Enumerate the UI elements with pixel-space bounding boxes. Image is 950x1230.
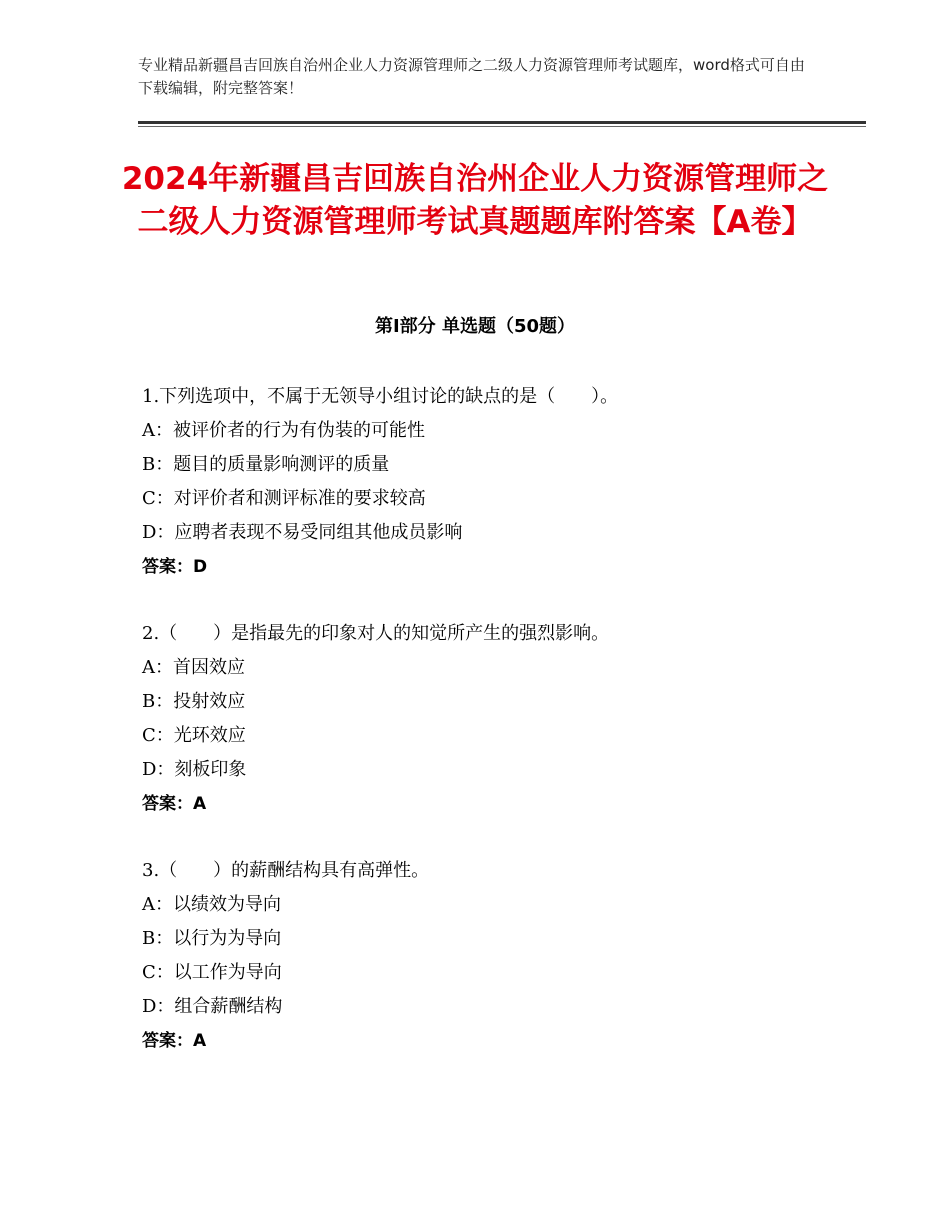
option-d: D：刻板印象 [142,759,247,780]
option-a: A：被评价者的行为有伪装的可能性 [142,420,425,441]
question-2 [142,617,862,821]
option-a: A：首因效应 [142,657,245,678]
answer: 答案：D [142,557,208,577]
question-stem: 2.（ ）是指最先的印象对人的知觉所产生的强烈影响。 [142,623,610,644]
header-note: 专业精品新疆昌吉回族自治州企业人力资源管理师之二级人力资源管理师考试题库，word格式可自由下载编辑，附完整答案！ [138,56,805,97]
header-divider-thick [138,121,866,124]
option-b: B：以行为为导向 [142,928,282,949]
question-stem: 3.（ ）的薪酬结构具有高弹性。 [142,860,430,881]
question-stem: 1.下列选项中，不属于无领导小组讨论的缺点的是（ ）。 [142,386,619,407]
option-a: A：以绩效为导向 [142,894,281,915]
document-title: 2024年新疆昌吉回族自治州企业人力资源管理师之二级人力资源管理师考试真题题库附答案【A卷】 [121,161,829,240]
option-d: D：应聘者表现不易受同组其他成员影响 [142,522,463,543]
question-list [142,380,862,1091]
question-1 [142,380,862,584]
answer: 答案：A [142,794,207,814]
option-b: B：题目的质量影响测评的质量 [142,454,390,475]
question-3 [142,854,862,1058]
section-heading: 第Ⅰ部分 单选题（50题） [374,316,575,337]
option-c: C：对评价者和测评标准的要求较高 [142,488,426,509]
option-b: B：投射效应 [142,691,246,712]
header-divider-thin [138,126,866,127]
option-d: D：组合薪酬结构 [142,996,283,1017]
option-c: C：以工作为导向 [142,962,282,983]
answer: 答案：A [142,1031,207,1051]
option-c: C：光环效应 [142,725,246,746]
